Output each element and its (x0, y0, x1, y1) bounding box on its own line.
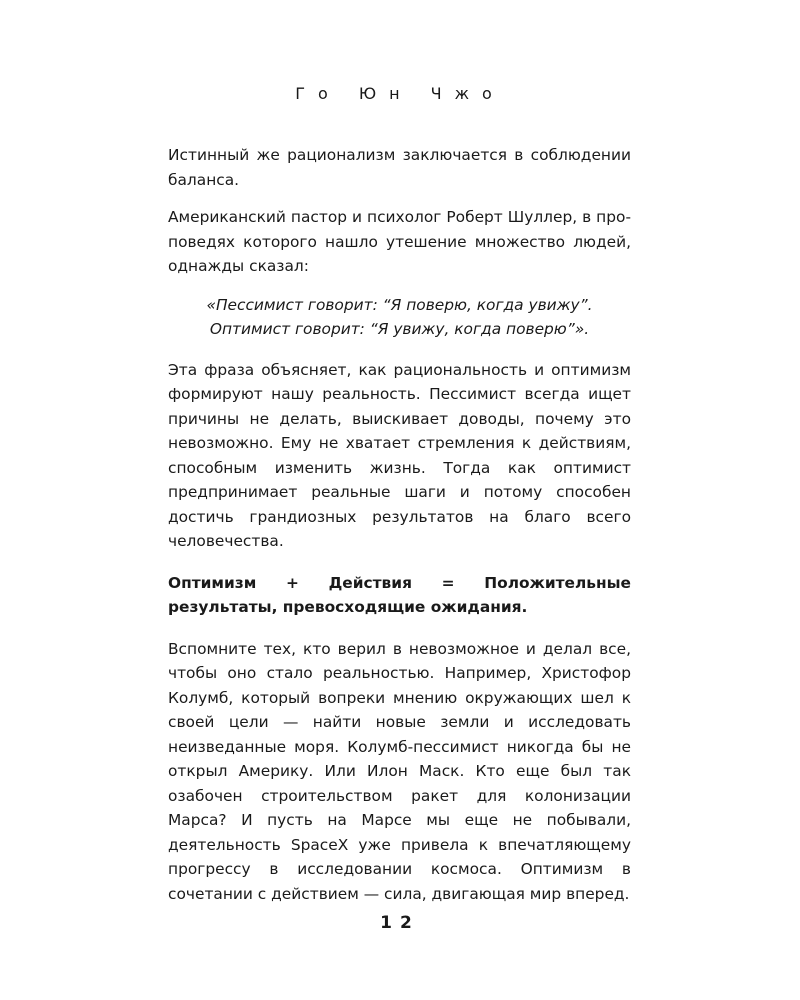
paragraph-explanation: Эта фраза объясняет, как рациональность и оптимизм формируют нашу реальность. Пессимист всегда ищет причины не делать, выискивает доводы, почему это невозможно. Ему не хватает стремления к действиям, способным изменить жизнь. Тогда как оптимист предпринимает реальные шаги и потому способен достичь грандиозных результатов на благо всего человечества. (168, 360, 631, 550)
emphasis-formula: Оптимизм + Действия = Положительные результаты, превосходящие ожидания. (168, 573, 631, 616)
quote-line-pessimist: «Пессимист говорит: “Я поверю, когда увижу”. (206, 295, 593, 314)
page-number: 12 (380, 913, 420, 933)
paragraph-schuller: Американский пастор и психолог Роберт Шуллер, в проповедях которого нашло утешение множество людей, однажды сказал: (168, 208, 631, 275)
paragraph-rationalism: Истинный же рационализм заключается в соблюдении баланса. (168, 146, 631, 189)
quote-line-optimist: Оптимист говорит: “Я увижу, когда поверю”». (209, 320, 590, 338)
quote-block (168, 293, 631, 342)
page-body (168, 143, 631, 906)
running-head-author: Го Юн Чжо (295, 84, 505, 103)
paragraph-examples: Вспомните тех, кто верил в невозможное и делал все, чтобы оно стало реальностью. Например, Христофор Колумб, который вопреки мнению окружающих шел к своей цели — найти новые земли и исследовать неизведанные моря. Колумб-пессимист никогда бы не открыл Америку. Или Илон Маск. Кто еще был так озабочен строительством ракет для колонизации Марса? И пусть на Марсе мы еще не побывали, деятельность SpaceX уже привела к впечатляющему прогрессу в исследовании космоса. Оптимизм в сочетании с действием — сила, двигающая мир вперед. (168, 639, 631, 903)
